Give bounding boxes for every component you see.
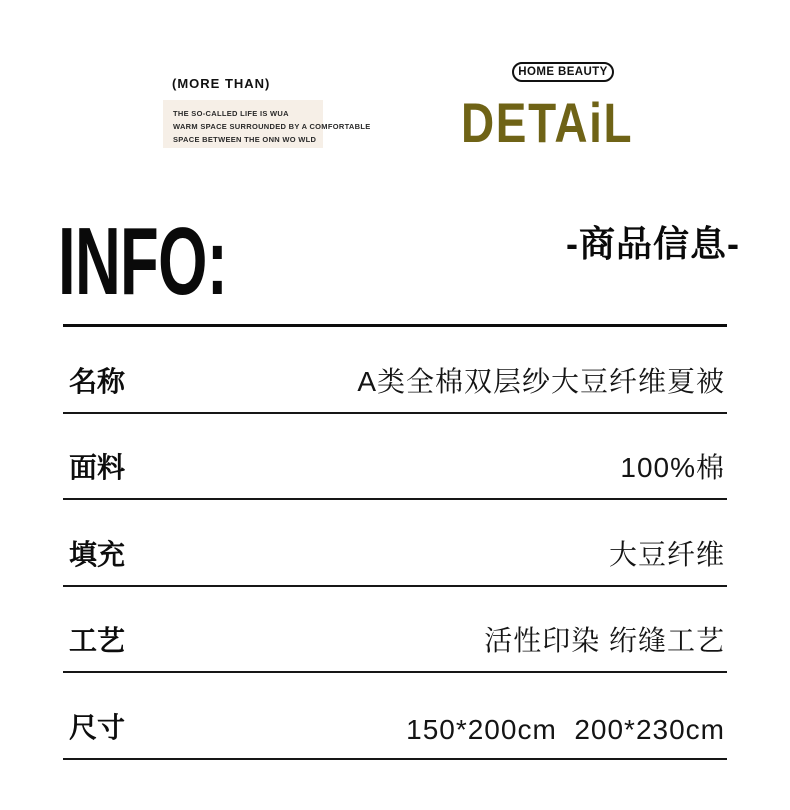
spec-label: 尺寸 xyxy=(69,711,126,743)
spec-row-name xyxy=(63,327,727,414)
product-info-title: -商品信息- xyxy=(566,223,740,264)
more-than-label: (MORE THAN) xyxy=(172,76,271,91)
spec-label: 工艺 xyxy=(69,625,126,656)
tagline-line-2: WARM SPACE SURROUNDED BY A COMFORTABLE xyxy=(173,122,371,131)
tagline-line-3: SPACE BETWEEN THE ONN WO WLD xyxy=(173,135,317,144)
spec-label: 名称 xyxy=(69,365,126,397)
tagline-line-1: THE SO-CALLED LIFE IS WUA xyxy=(173,109,289,118)
spec-label: 面料 xyxy=(69,452,126,483)
home-beauty-badge: HOME BEAUTY xyxy=(512,62,614,82)
spec-value: 活性印染 绗缝工艺 xyxy=(484,625,725,656)
spec-row-size xyxy=(63,673,727,760)
spec-row-fabric xyxy=(63,414,727,501)
spec-value: A类全棉双层纱大豆纤维夏被 xyxy=(357,365,725,397)
info-title: INFO: xyxy=(58,208,228,315)
spec-label: 填充 xyxy=(69,538,126,570)
spec-value: 100%棉 xyxy=(620,452,725,483)
detail-logo: DETAiL xyxy=(461,91,634,154)
spec-row-filling xyxy=(63,500,727,587)
spec-value: 大豆纤维 xyxy=(608,538,725,570)
tagline-block xyxy=(163,100,371,148)
spec-table xyxy=(63,327,727,760)
spec-row-craft xyxy=(63,587,727,674)
spec-value: 150*200cm 200*230cm xyxy=(406,713,725,745)
